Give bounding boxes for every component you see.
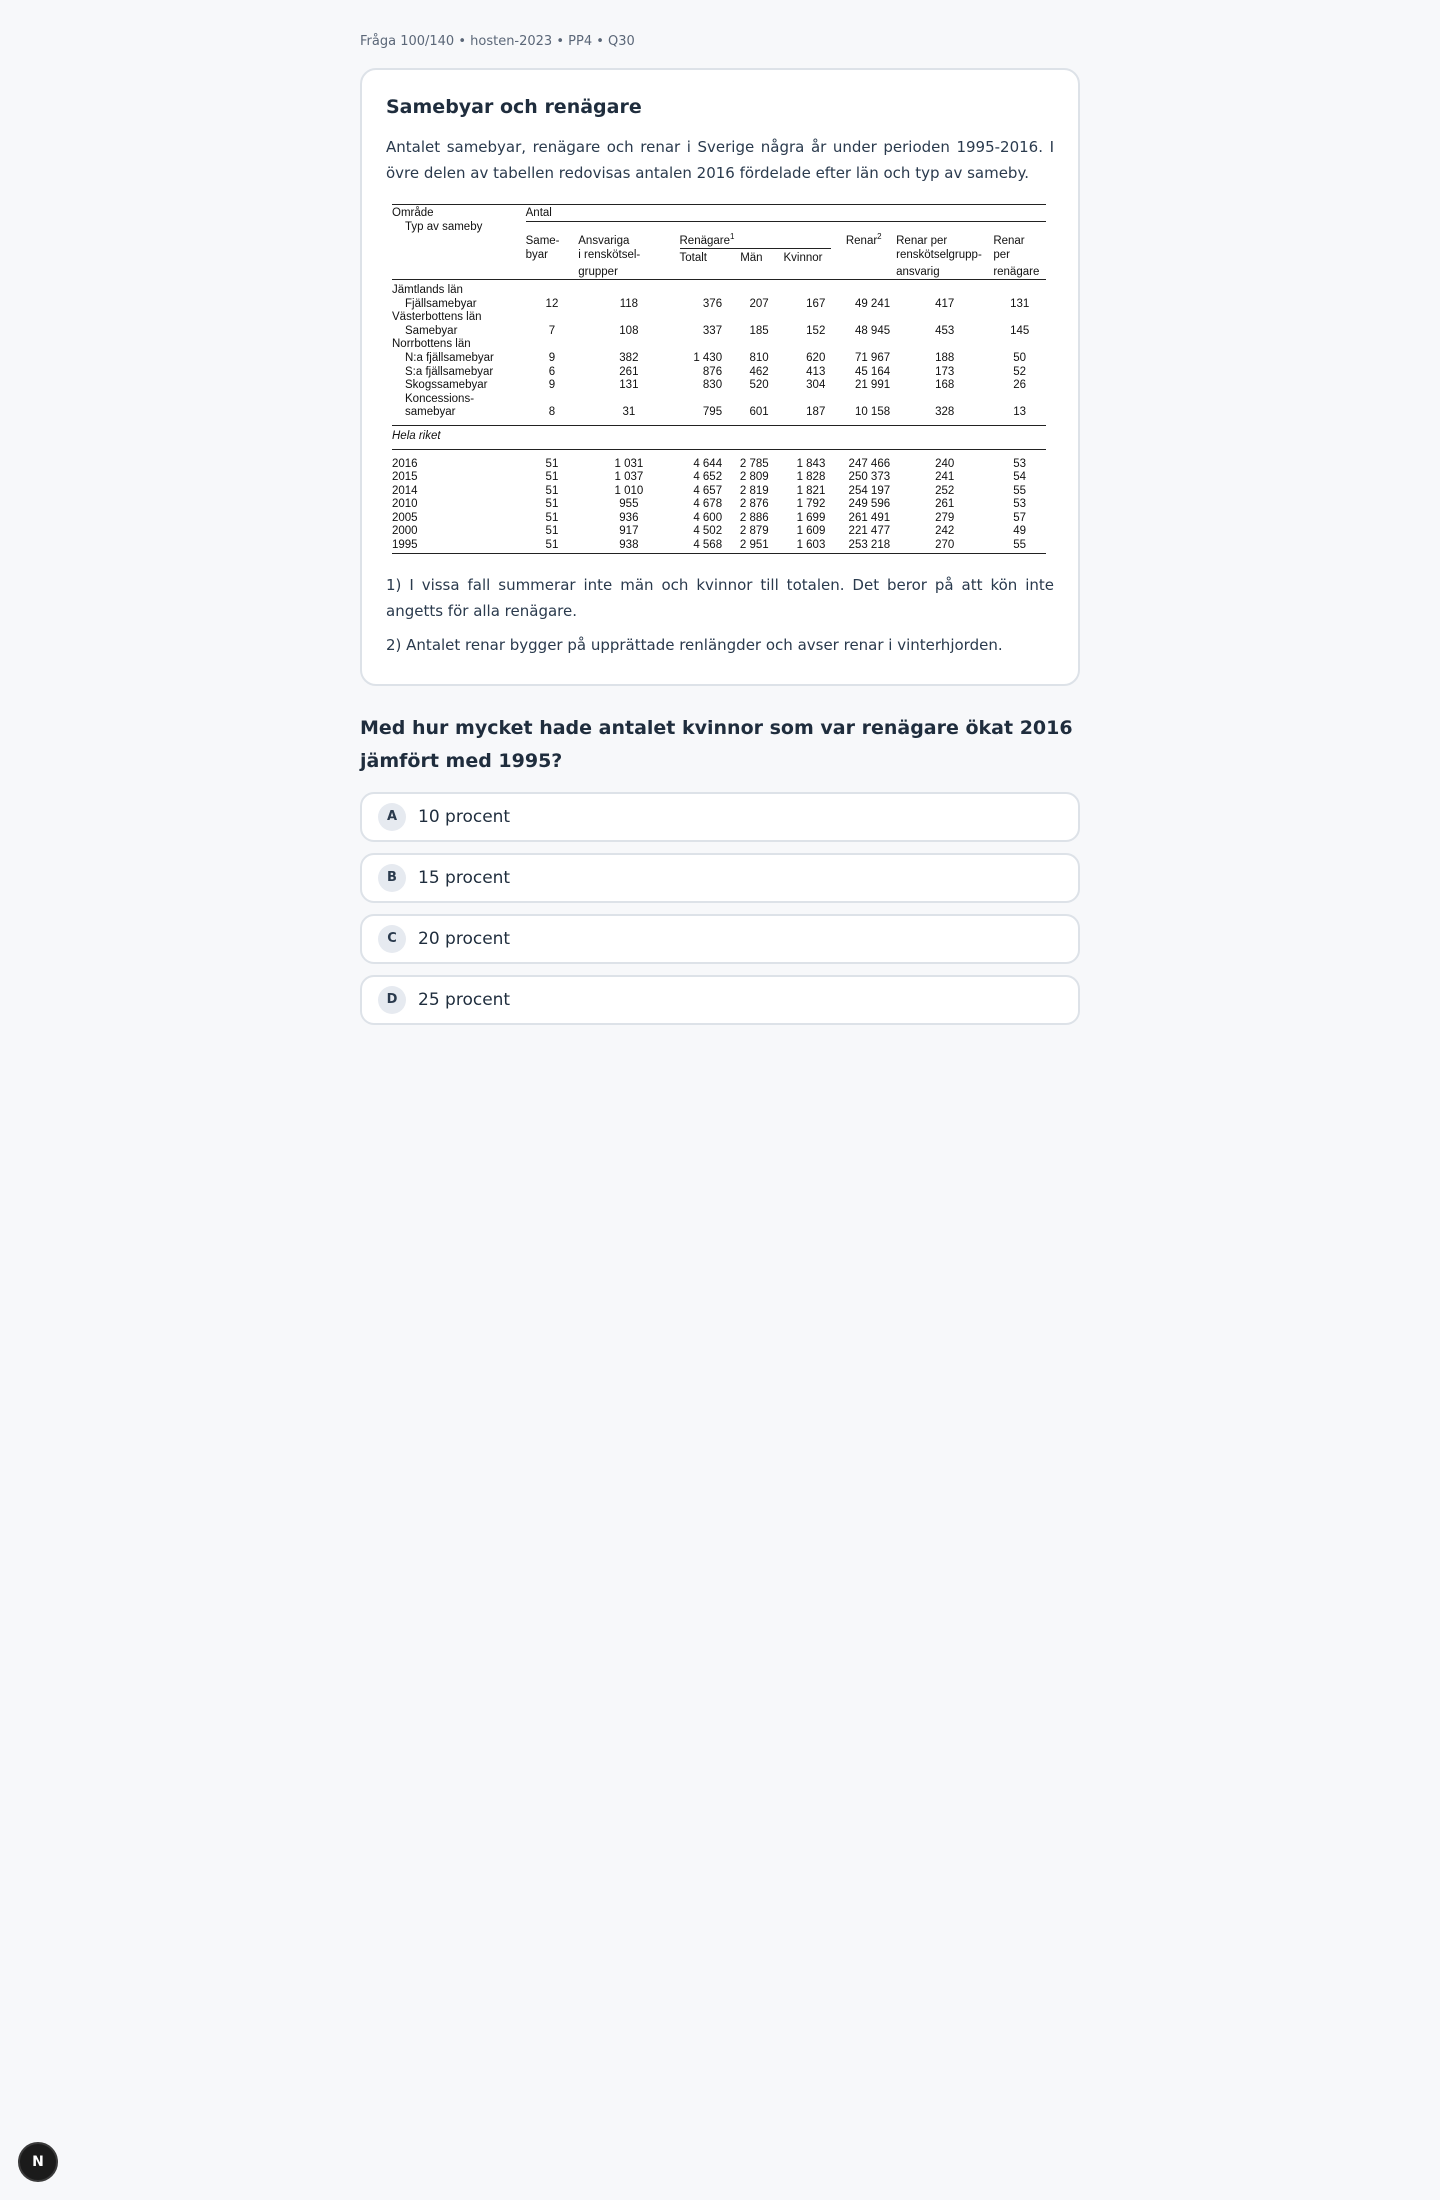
option-b[interactable] [360,853,1080,903]
row-label: Fjällsamebyar [405,297,477,310]
hela-riket-label: Hela riket [392,426,1046,450]
table-row [392,352,1046,366]
table-cell: 252 [935,484,955,497]
table-cell: 462 [749,365,769,378]
option-letter-badge: C [378,925,406,953]
table-cell: 1 609 [796,525,826,538]
table-cell: 328 [935,406,955,419]
option-text: 15 procent [418,867,511,888]
row-label: S:a fjällsamebyar [405,365,494,378]
table-cell: 49 241 [854,297,891,310]
table-cell: 51 [545,498,559,511]
table-cell: 4 657 [693,484,723,497]
table-row [392,325,1046,339]
table-cell: 955 [619,498,639,511]
table-cell: 304 [806,379,826,392]
header-renagare: Renägare [679,234,731,247]
header-rpr-2: renskötselgrupp- [896,248,982,261]
table-cell: 247 466 [848,457,891,470]
option-letter-badge: D [378,986,406,1014]
table-cell: 10 158 [854,406,891,419]
table-cell: 253 218 [831,539,896,553]
row-label: 1995 [392,539,526,553]
passage-card [360,68,1080,686]
table-cell: 240 [935,457,955,470]
table-row [392,458,1046,472]
table-cell: 53 [1013,457,1027,470]
table-cell: 337 [702,324,723,337]
header-man: Män [740,252,763,265]
table-cell: 2 951 [728,539,775,553]
header-rpa-2: per [993,248,1010,261]
answer-options [360,792,1080,1025]
row-label: N:a fjällsamebyar [405,351,494,364]
header-rpr-3: ansvarig [896,266,993,280]
table-cell: 9 [548,351,556,364]
table-cell: 938 [578,539,679,553]
table-cell: 250 373 [848,471,891,484]
table-cell: 9 [548,379,556,392]
footnotes [386,572,1054,658]
option-text: 20 procent [418,928,511,949]
table-cell: 207 [749,297,769,310]
table-cell: 167 [806,297,826,310]
table-cell: 1 821 [796,484,826,497]
row-label: 2014 [392,484,418,497]
header-kvinnor: Kvinnor [783,252,823,265]
table-cell: 4 644 [693,457,723,470]
table-cell: 601 [749,406,769,419]
table-cell: 187 [806,406,826,419]
table-row [392,512,1046,526]
table-row [392,298,1046,312]
table-cell: 795 [702,406,723,419]
table-cell: 185 [749,324,769,337]
n-logo-icon: N [32,2154,44,2170]
row-label: 2010 [392,498,418,511]
table-cell: 1 010 [614,484,644,497]
table-cell: 21 991 [854,379,891,392]
table-row [392,471,1046,485]
table-cell: 12 [545,297,559,310]
table-cell: 261 [619,365,639,378]
table-row [392,498,1046,512]
breadcrumb: Fråga 100/140 • hosten-2023 • PP4 • Q30 [360,34,635,49]
table-cell: 620 [806,351,826,364]
table-row [392,525,1046,539]
option-text: 25 procent [418,989,511,1010]
table-cell: 51 [545,511,559,524]
table-cell: 51 [545,471,559,484]
table-cell: 48 945 [854,324,891,337]
table-row [392,485,1046,499]
table-cell: 4 502 [693,525,723,538]
table-cell: 2 886 [739,511,769,524]
table-cell: 50 [1013,351,1027,364]
table-cell: 1 037 [614,471,644,484]
header-renar: Renar [845,234,878,247]
table-cell: 413 [806,365,826,378]
footnote-1: 1) I vissa fall summerar inte män och kvinnor till totalen. Det beror på att kön inte angetts för alla renägare. [386,575,1054,620]
table-cell: 2 785 [739,457,769,470]
table-cell: 173 [935,365,955,378]
table-cell: 108 [619,324,639,337]
header-rpa-3: renägare [993,266,1046,280]
table-cell: 810 [749,351,769,364]
table-cell: 4 652 [693,471,723,484]
passage-title: Samebyar och renägare [386,96,642,118]
header-renagare-sup: 1 [730,231,735,241]
header-ansvariga-3: grupper [578,266,679,280]
table-cell: 279 [935,511,955,524]
table-cell: 4 568 [680,539,729,553]
table-cell: 53 [1013,498,1027,511]
table-cell: 936 [619,511,639,524]
table-cell: 1 828 [796,471,826,484]
table-cell: 51 [545,525,559,538]
table-cell: 376 [702,297,723,310]
table-cell: 2 809 [739,471,769,484]
row-label: 2016 [392,457,418,470]
table-cell: 55 [1013,484,1027,497]
group-jamtland: Jämtlands län [392,283,463,296]
table-cell: 2 876 [739,498,769,511]
table-cell: 31 [622,406,636,419]
table-cell: 2 819 [739,484,769,497]
option-letter-badge: A [378,803,406,831]
table-row [392,406,1046,420]
table-cell: 51 [545,457,559,470]
header-totalt: Totalt [679,252,707,265]
table-cell: 26 [1013,379,1027,392]
table-cell: 876 [702,365,723,378]
table-cell: 1 792 [796,498,826,511]
table-cell: 57 [1013,511,1027,524]
table-cell: 145 [1010,324,1030,337]
table-cell: 51 [526,539,579,553]
table-cell: 917 [619,525,639,538]
table-cell: 4 600 [693,511,723,524]
table-cell: 6 [548,365,556,378]
row-label: Samebyar [405,324,458,337]
group-vasterbotten: Västerbottens län [392,311,482,324]
table-cell: 1 603 [775,539,832,553]
table-cell: 51 [545,484,559,497]
header-samebyar-1: Same- [525,234,560,247]
table-cell: 242 [935,525,955,538]
table-cell: 168 [935,379,955,392]
table-row [392,379,1046,393]
statistics-table [392,204,1046,554]
table-cell: 241 [935,471,955,484]
table-cell: 2 879 [739,525,769,538]
table-cell: 152 [806,324,826,337]
option-text: 10 procent [418,806,511,827]
table-cell: 249 596 [848,498,891,511]
table-cell: 54 [1013,471,1027,484]
table-cell: 261 [935,498,955,511]
passage-intro: Antalet samebyar, renägare och renar i Sverige några år under perioden 1995-2016. I övre delen av tabellen redovisas antalen 2016 fördelade efter län och typ av sameby. [386,138,1054,182]
table-cell: 453 [935,324,955,337]
table-row [392,539,1046,553]
header-ansvariga-1: Ansvariga [578,234,630,247]
row-label: Skogssamebyar [405,379,488,392]
header-area: Område [392,205,526,222]
table-cell: 8 [548,406,556,419]
table-cell: 4 678 [693,498,723,511]
table-cell: 270 [896,539,993,553]
row-label: 2000 [392,525,418,538]
table-cell: 382 [619,351,639,364]
header-rpa-1: Renar [993,234,1025,247]
table-row [392,366,1046,380]
group-norrbotten: Norrbottens län [392,338,471,351]
table-cell: 7 [548,324,556,337]
row-label: samebyar [405,406,456,419]
table-cell: 131 [619,379,639,392]
table-cell: 1 031 [614,457,644,470]
table-cell: 71 967 [854,351,891,364]
header-samebyar-2: byar [525,248,548,261]
table-cell: 1 430 [693,351,723,364]
option-a[interactable] [360,792,1080,842]
table-cell: 1 699 [796,511,826,524]
header-renar-sup: 2 [877,231,882,241]
table-cell: 131 [1010,297,1030,310]
row-label: 2005 [392,511,418,524]
main-column [360,0,1080,1036]
footnote-2: 2) Antalet renar bygger på upprättade renlängder och avser renar i vinterhjorden. [386,635,1003,654]
table-cell: 221 477 [848,525,891,538]
option-letter-badge: B [378,864,406,892]
header-ansvariga-2: i renskötsel- [578,248,641,261]
table-cell: 830 [702,379,723,392]
question-text: Med hur mycket hade antalet kvinnor som var renägare ökat 2016 jämfört med 1995? [360,716,1073,772]
group-koncession: Koncessions- [405,392,475,405]
row-label: 2015 [392,471,418,484]
table-cell: 1 843 [796,457,826,470]
table-cell: 49 [1013,525,1027,538]
app-launcher-button[interactable] [18,2142,58,2182]
header-rpr-1: Renar per [896,234,948,247]
table-cell: 520 [749,379,769,392]
table-cell: 45 164 [854,365,891,378]
table-cell: 261 491 [848,511,891,524]
statistics-table-figure [386,204,1054,554]
header-antal: Antal [526,205,1046,222]
table-cell: 55 [993,539,1046,553]
option-d[interactable] [360,975,1080,1025]
table-cell: 417 [935,297,955,310]
table-cell: 52 [1013,365,1027,378]
header-type: Typ av sameby [405,221,483,234]
table-cell: 118 [619,297,639,310]
option-c[interactable] [360,914,1080,964]
table-cell: 13 [1013,406,1027,419]
table-cell: 188 [935,351,955,364]
table-cell: 254 197 [848,484,891,497]
